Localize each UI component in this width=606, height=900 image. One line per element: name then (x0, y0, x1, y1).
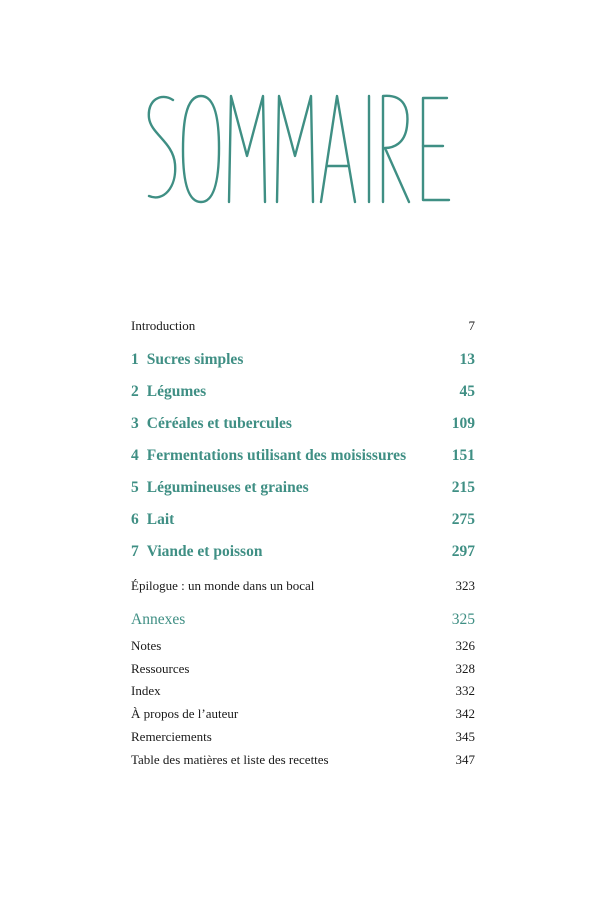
chapter-page: 109 (451, 415, 475, 432)
toc-annex-ressources[interactable] (131, 661, 475, 677)
toc-chapter-7[interactable] (131, 543, 475, 561)
chapter-number: 6 (131, 511, 139, 528)
toc-annex-notes[interactable] (131, 638, 475, 654)
chapter-page: 275 (451, 511, 475, 528)
toc-chapter-5[interactable] (131, 479, 475, 497)
toc-entry-label: Ressources (131, 661, 190, 676)
toc-entry-epilogue[interactable] (131, 578, 475, 594)
toc-entry-introduction[interactable] (131, 318, 475, 334)
toc-chapter-3[interactable] (131, 415, 475, 433)
chapter-number: 4 (131, 447, 139, 464)
chapter-title: Fermentations utilisant des moisissures (146, 447, 407, 464)
toc-entry-label: Index (131, 683, 161, 698)
toc-entry-label: Introduction (131, 318, 196, 333)
toc-chapter-4[interactable] (131, 447, 475, 465)
section-title: Annexes (131, 611, 186, 628)
chapter-page: 215 (451, 479, 475, 496)
section-page: 325 (451, 611, 475, 628)
chapter-number: 2 (131, 383, 139, 400)
chapter-title: Légumes (146, 383, 207, 400)
chapter-page: 13 (459, 351, 475, 368)
chapter-page: 45 (459, 383, 475, 400)
toc-annex-about-author[interactable] (131, 706, 475, 722)
chapter-page: 151 (451, 447, 475, 464)
toc-entry-page: 326 (455, 638, 475, 653)
toc-entry-label: Notes (131, 638, 162, 653)
toc-entry-page: 345 (455, 729, 475, 744)
toc-entry-label: Épilogue : un monde dans un bocal (131, 578, 315, 593)
chapter-number: 7 (131, 543, 139, 560)
toc-entry-label: À propos de l’auteur (131, 706, 239, 721)
toc-annex-index[interactable] (131, 683, 475, 699)
toc-entry-page: 323 (455, 578, 475, 593)
toc-annex-table-matieres[interactable] (131, 752, 475, 768)
toc-entry-label: Remerciements (131, 729, 212, 744)
toc-section-annexes[interactable] (131, 611, 475, 629)
chapter-title: Céréales et tubercules (146, 415, 292, 432)
chapter-page: 297 (451, 543, 475, 560)
chapter-number: 5 (131, 479, 139, 496)
chapter-title: Sucres simples (146, 351, 244, 368)
chapter-title: Viande et poisson (146, 543, 263, 560)
toc-entry-page: 342 (455, 706, 475, 721)
toc-entry-page: 328 (455, 661, 475, 676)
chapter-number: 1 (131, 351, 139, 368)
toc-annex-remerciements[interactable] (131, 729, 475, 745)
toc-entry-label: Table des matières et liste des recettes (131, 752, 329, 767)
toc-chapter-6[interactable] (131, 511, 475, 529)
toc-chapter-1[interactable] (131, 351, 475, 369)
toc-chapter-2[interactable] (131, 383, 475, 401)
toc-entry-page: 347 (455, 752, 475, 767)
chapter-title: Légumineuses et graines (146, 479, 309, 496)
toc-entry-page: 332 (455, 683, 475, 698)
table-of-contents (131, 0, 475, 900)
chapter-title: Lait (146, 511, 175, 528)
toc-entry-page: 7 (468, 318, 475, 333)
chapter-number: 3 (131, 415, 139, 432)
